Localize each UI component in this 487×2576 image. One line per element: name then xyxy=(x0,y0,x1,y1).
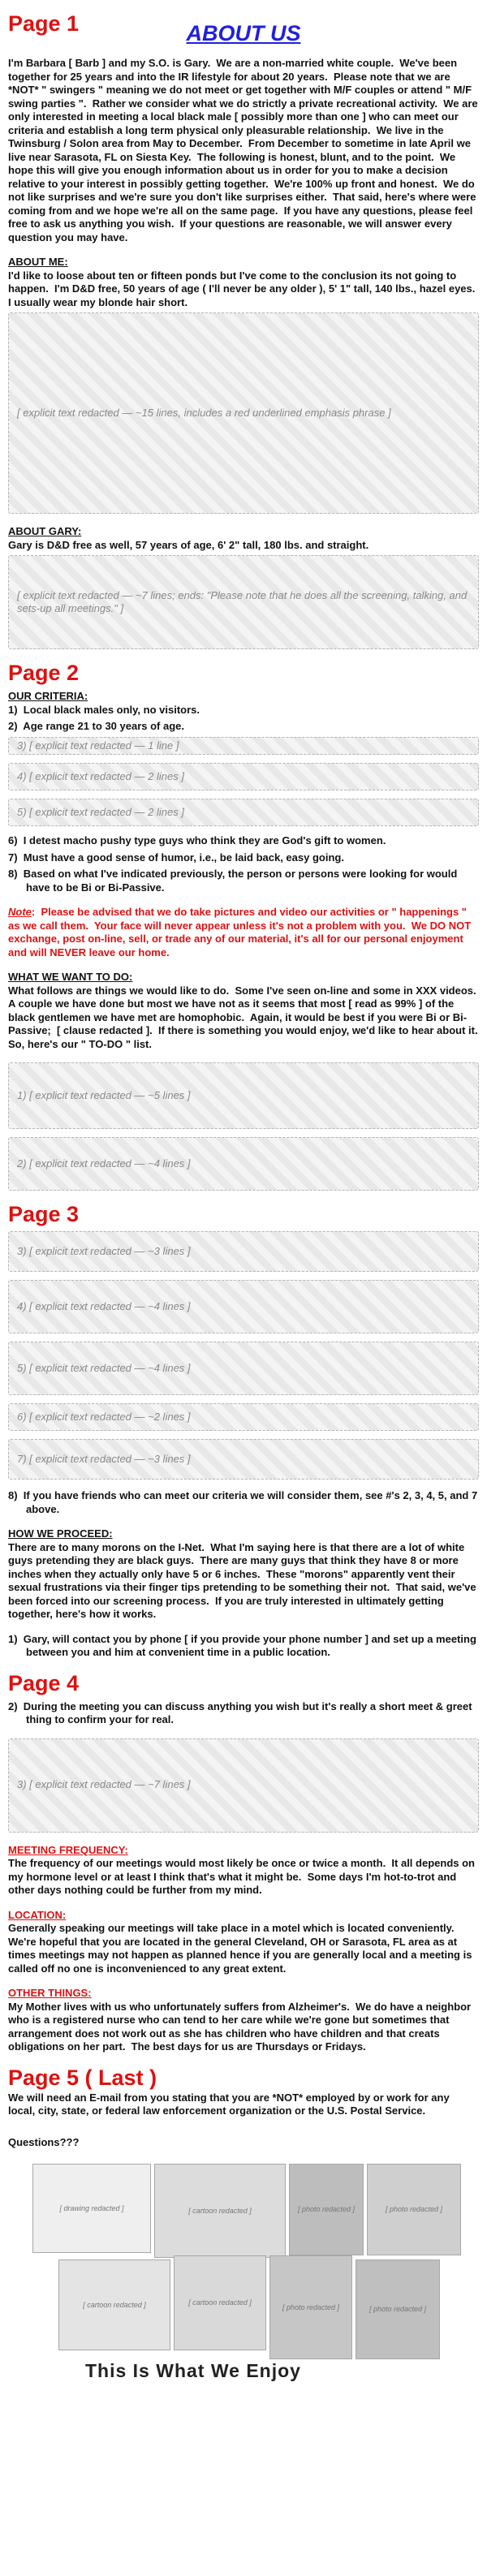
note-paragraph xyxy=(8,906,479,959)
section-heading-our-criteria: OUR CRITERIA: xyxy=(8,690,88,702)
todo-item-redacted: 2) [ explicit text redacted — ~4 lines ] xyxy=(8,1137,479,1191)
redacted-block-about-gary: [ explicit text redacted — ~7 lines; ends: "Please note that he does all the screening, talking, and sets-up all meetings." ] xyxy=(8,555,479,649)
about-me-kept-text: I'd like to loose about ten or fifteen ponds but I've come to the conclusion its not going to happen. I'm D&D free, 50 years of age ( I'll never be any older ), 5' 1" tall, 140 lbs., hazel eyes. I usually wear my blonde hair short. xyxy=(8,269,481,308)
note-label: Note xyxy=(8,906,32,918)
todo-item: 8) If you have friends who can meet our criteria we will consider them, see #'s 2, 3, 4, 5, and 7 above. xyxy=(8,1489,481,1515)
todo-item-redacted: 1) [ explicit text redacted — ~5 lines ] xyxy=(8,1062,479,1129)
page-3-header: Page 3 xyxy=(8,1202,80,1226)
page-2-header: Page 2 xyxy=(8,661,80,685)
section-heading-about-gary: ABOUT GARY: xyxy=(8,525,82,537)
section-heading-how-we-proceed: HOW WE PROCEED: xyxy=(8,1527,113,1540)
collage-image-redacted: [ cartoon redacted ] xyxy=(174,2255,266,2350)
criteria-item: 6) I detest macho pushy type guys who think they are God's gift to women. xyxy=(8,834,386,846)
page-5-header: Page 5 ( Last ) xyxy=(8,2065,157,2090)
meeting-frequency-paragraph: The frequency of our meetings would most likely be once or twice a month. It all depends on my hormone level or at least I think that's what it might be. Some days I'm hot-to-trot and other days nothing could be further from my mind. xyxy=(8,1857,478,1896)
page-title: ABOUT US xyxy=(186,21,301,45)
section-heading-about-me: ABOUT ME: xyxy=(8,256,68,268)
criteria-item: 7) Must have a good sense of humor, i.e., be laid back, easy going. xyxy=(8,851,344,864)
criteria-item: 8) Based on what I've indicated previously, the person or persons were looking for would have to be Bi or Bi-Passive. xyxy=(8,868,460,894)
collage-image-redacted: [ photo redacted ] xyxy=(356,2259,440,2359)
section-heading-location: LOCATION: xyxy=(8,1908,67,1921)
todo-list-page3 xyxy=(8,1231,479,1516)
todo-item-redacted: 3) [ explicit text redacted — ~3 lines ] xyxy=(8,1231,479,1272)
todo-item-redacted: 7) [ explicit text redacted — ~3 lines ] xyxy=(8,1439,479,1480)
note-text: : Please be advised that we do take pictures and video our activities or " happenings " as we call them. Your face will never appear unless it's not a problem with you. We DO NOT exchange, post on-line, sell, or trade any of our material, it's all for our personal enjoyment and will NEVER leave our home. xyxy=(8,906,474,958)
photo-collage-redacted xyxy=(8,2164,479,2357)
page-1-header: Page 1 xyxy=(8,11,80,36)
collage-caption: This Is What We Enjoy xyxy=(85,2360,301,2381)
step-item-redacted: 3) [ explicit text redacted — ~7 lines ] xyxy=(8,1738,479,1833)
criteria-list xyxy=(8,704,479,895)
collage-image-redacted: [ cartoon redacted ] xyxy=(58,2259,170,2350)
section-heading-other-things: OTHER THINGS: xyxy=(8,1987,92,1999)
collage-image-redacted: [ photo redacted ] xyxy=(289,2164,364,2255)
collage-image-redacted: [ drawing redacted ] xyxy=(32,2164,151,2253)
todo-item-redacted: 4) [ explicit text redacted — ~4 lines ] xyxy=(8,1280,479,1333)
todo-item-redacted: 5) [ explicit text redacted — ~4 lines ] xyxy=(8,1342,479,1395)
criteria-item-redacted: 4) [ explicit text redacted — 2 lines ] xyxy=(8,763,479,790)
criteria-item: 1) Local black males only, no visitors. xyxy=(8,703,200,716)
criteria-item: 2) Age range 21 to 30 years of age. xyxy=(8,720,184,732)
about-gary-kept-text: Gary is D&D free as well, 57 years of age, 6' 2" tall, 180 lbs. and straight. xyxy=(8,538,369,551)
collage-image-redacted: [ photo redacted ] xyxy=(367,2164,461,2255)
collage-image-redacted: [ cartoon redacted ] xyxy=(154,2164,286,2258)
intro-paragraph: I'm Barbara [ Barb ] and my S.O. is Gary. We are a non-married white couple. We've been together for 25 years and into the IR lifestyle for about 20 years. Please note that we are *NOT* " swingers " meaning we do not meet or get together with M/F couples or attend " M/F swing parties ". Rather we consider what we do strictly a private recreational activity. We are only interested in meeting a local black male [ possibly more than one ] who can meet our criteria and establish a long term physical only pleasurable relationship. We live in the Twinsburg / Solon area from May to December. From December to sometime in late April we live near Sarasota, FL on Siesta Key. The following is honest, blunt, and to the point. We hope this will give you enough information about us in order for you to make a decision relative to your interest in possibly getting together. We're 100% up front and honest. We do not like surprises and we're sure you don't like surprises either. That said, here's where were coming from and we hope we're all on the same page. If you have any questions, please feel free to ask us anything you wish. If your questions are reasonable, we will answer every question you may have. xyxy=(8,57,481,243)
criteria-item-redacted: 5) [ explicit text redacted — 2 lines ] xyxy=(8,799,479,826)
proceed-intro-paragraph: There are to many morons on the I-Net. What I'm saying here is that there are a lot of white guys pretending they are black guys. There are many guys that think they have 8 or more inches when they actually only have 5 or 6 inches. These "morons" apparently vent their sexual frustrations via their finger tips pretending to be something their not. That said, we've been forced into our screening process. If you are truly interested in ultimately getting together, here's how it works. xyxy=(8,1540,480,1620)
want-intro-paragraph: What follows are things we would like to do. Some I've seen on-line and some in XXX videos. A couple we have done but most we have not as it seems that most [ read as 99% ] of the black gentlemen we have met are homophobic. Again, it would be best if you were Bi or Bi-Passive; [ clause redacted ]. If there is something you would enjoy, we'd like to hear about it. So, here's our " TO-DO " list. xyxy=(8,984,484,1050)
collage-image-redacted: [ photo redacted ] xyxy=(269,2255,352,2359)
section-heading-meeting-frequency: MEETING FREQUENCY: xyxy=(8,1843,128,1856)
page-4-header: Page 4 xyxy=(8,1670,80,1695)
questions-line: Questions??? xyxy=(8,2135,80,2148)
location-paragraph: Generally speaking our meetings will take place in a motel which is located conveniently. We're hopeful that you are located in the general Cleveland, OH or Sarasota, FL area as at times meetings may not happen as planned hence if you are generally local and a meeting is called off no one is inconvenienced to any great extent. xyxy=(8,1922,476,1975)
step-item: 2) During the meeting you can discuss anything you wish but it's really a short meet & greet thing to confirm your for real. xyxy=(8,1699,476,1725)
todo-item-redacted: 6) [ explicit text redacted — ~2 lines ] xyxy=(8,1403,479,1431)
redacted-block-about-me: [ explicit text redacted — ~15 lines, includes a red underlined emphasis phrase ] xyxy=(8,312,479,514)
todo-list-page2 xyxy=(8,1062,479,1191)
section-heading-what-we-want: WHAT WE WANT TO DO: xyxy=(8,971,133,983)
criteria-item-redacted: 3) [ explicit text redacted — 1 line ] xyxy=(8,737,479,756)
steps-list-page4 xyxy=(8,1700,479,1833)
steps-list-page3 xyxy=(8,1633,479,1660)
other-things-paragraph: My Mother lives with us who unfortunately suffers from Alzheimer's. We do have a neighbor who is a registered nurse who can tend to her care while we're gone but sometimes that arrangement does not work out as she has children who have children and that creats obligations on her part. The best days for us are Thursdays or Fridays. xyxy=(8,2000,474,2053)
screening-disclaimer-paragraph: We will need an E-mail from you stating that you are *NOT* employed by or work for any local, city, state, or federal law enforcement organization or the U.S. Postal Service. xyxy=(8,2091,453,2117)
step-item: 1) Gary, will contact you by phone [ if you provide your phone number ] and set up a meeting between you and him at convenient time in a public location. xyxy=(8,1632,480,1658)
